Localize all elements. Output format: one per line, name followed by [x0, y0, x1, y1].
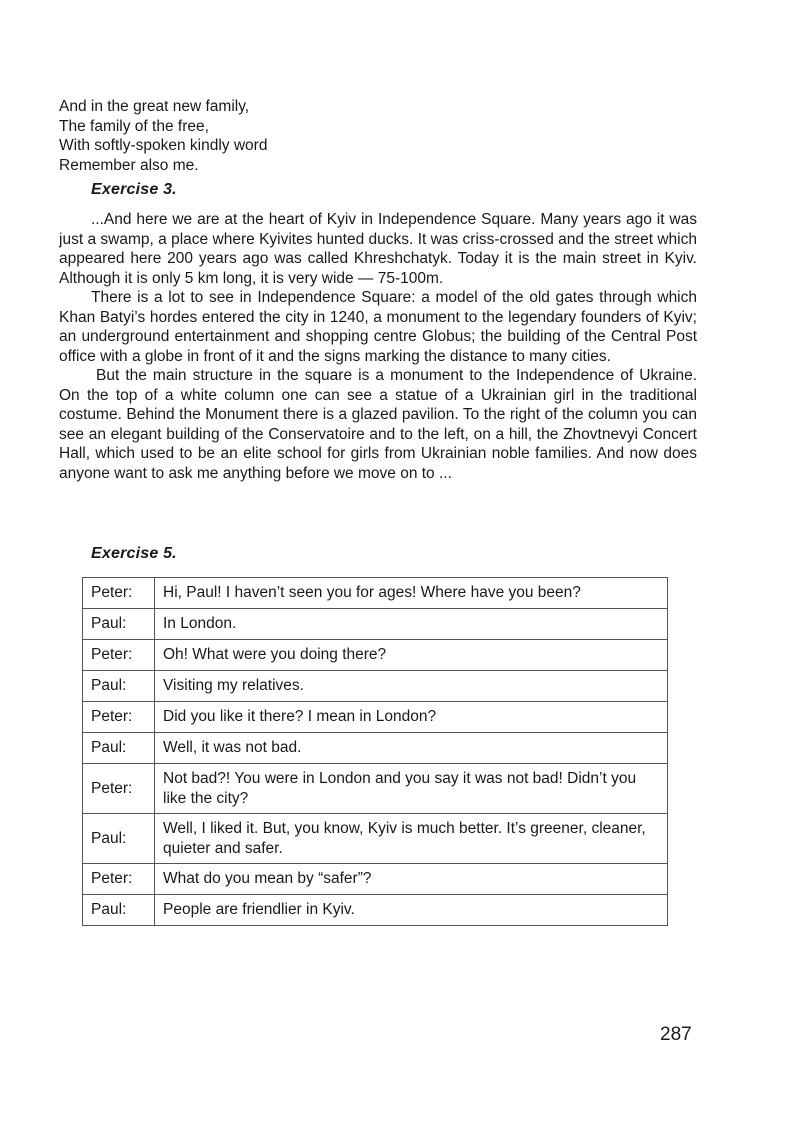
line-cell: People are friendlier in Kyiv. — [155, 895, 668, 926]
line-cell: Well, I liked it. But, you know, Kyiv is much better. It’s greener, cleaner, quieter and safer. — [155, 814, 668, 864]
exercise-3-heading: Exercise 3. — [91, 181, 177, 198]
exercise-3-text — [59, 210, 697, 483]
paragraph: But the main structure in the square is a monument to the Independence of Ukraine. On the top of a white column one can see a statue of a Ukrainian girl in the traditional costume. Behind the Monument there is a glazed pavilion. To the right of the column you can see an elegant building of the Conservatoire and to the left, on a hill, the Zhovtnevyi Concert Hall, which used to be an elite school for girls from Ukrainian noble families. And now does anyone want to ask me anything before we move on to ... — [59, 367, 697, 482]
line-cell: In London. — [155, 609, 668, 640]
speaker-cell: Paul: — [83, 671, 155, 702]
paragraph: ...And here we are at the heart of Kyiv in Independence Square. Many years ago it was just a swamp, a place where Kyivites hunted ducks. It was criss-crossed and the street which appeared here 200 years ago was called Khreshchatyk. Today it is the main street in Kyiv. Although it is only 5 km long, it is very wide — 75-100m. — [59, 211, 697, 287]
speaker-cell: Peter: — [83, 578, 155, 609]
line-cell: Did you like it there? I mean in London? — [155, 702, 668, 733]
speaker-cell: Peter: — [83, 764, 155, 814]
line-cell: Not bad?! You were in London and you say it was not bad! Didn’t you like the city? — [155, 764, 668, 814]
line-cell: Hi, Paul! I haven’t seen you for ages! Where have you been? — [155, 578, 668, 609]
speaker-cell: Peter: — [83, 864, 155, 895]
page-number: 287 — [660, 1024, 692, 1045]
table-row — [83, 764, 668, 814]
speaker-cell: Peter: — [83, 702, 155, 733]
table-row — [83, 578, 668, 609]
exercise-5-heading: Exercise 5. — [91, 545, 177, 562]
table-row — [83, 814, 668, 864]
poem-line: And in the great new family, — [59, 98, 250, 115]
table-row — [83, 609, 668, 640]
speaker-cell: Paul: — [83, 895, 155, 926]
speaker-cell: Paul: — [83, 609, 155, 640]
line-cell: Oh! What were you doing there? — [155, 640, 668, 671]
table-row — [83, 733, 668, 764]
speaker-cell: Paul: — [83, 814, 155, 864]
poem-line: The family of the free, — [59, 117, 209, 135]
speaker-cell: Paul: — [83, 733, 155, 764]
line-cell: Visiting my relatives. — [155, 671, 668, 702]
table-row — [83, 864, 668, 895]
table-row — [83, 702, 668, 733]
poem-line: Remember also me. — [59, 156, 199, 174]
speaker-cell: Peter: — [83, 640, 155, 671]
table-row — [83, 671, 668, 702]
paragraph: There is a lot to see in Independence Square: a model of the old gates through which Khan Batyi’s hordes entered the city in 1240, a monument to the legendary founders of Kyiv; an underground entertainment and shopping centre Globus; the building of the Central Post office with a globe in front of it and the signs marking the distance to many cities. — [59, 289, 697, 365]
dialogue-table — [82, 577, 668, 926]
table-row — [83, 895, 668, 926]
line-cell: Well, it was not bad. — [155, 733, 668, 764]
poem-line: With softly-spoken kindly word — [59, 137, 268, 154]
poem-stanza — [59, 97, 267, 175]
table-row — [83, 640, 668, 671]
line-cell: What do you mean by “safer”? — [155, 864, 668, 895]
